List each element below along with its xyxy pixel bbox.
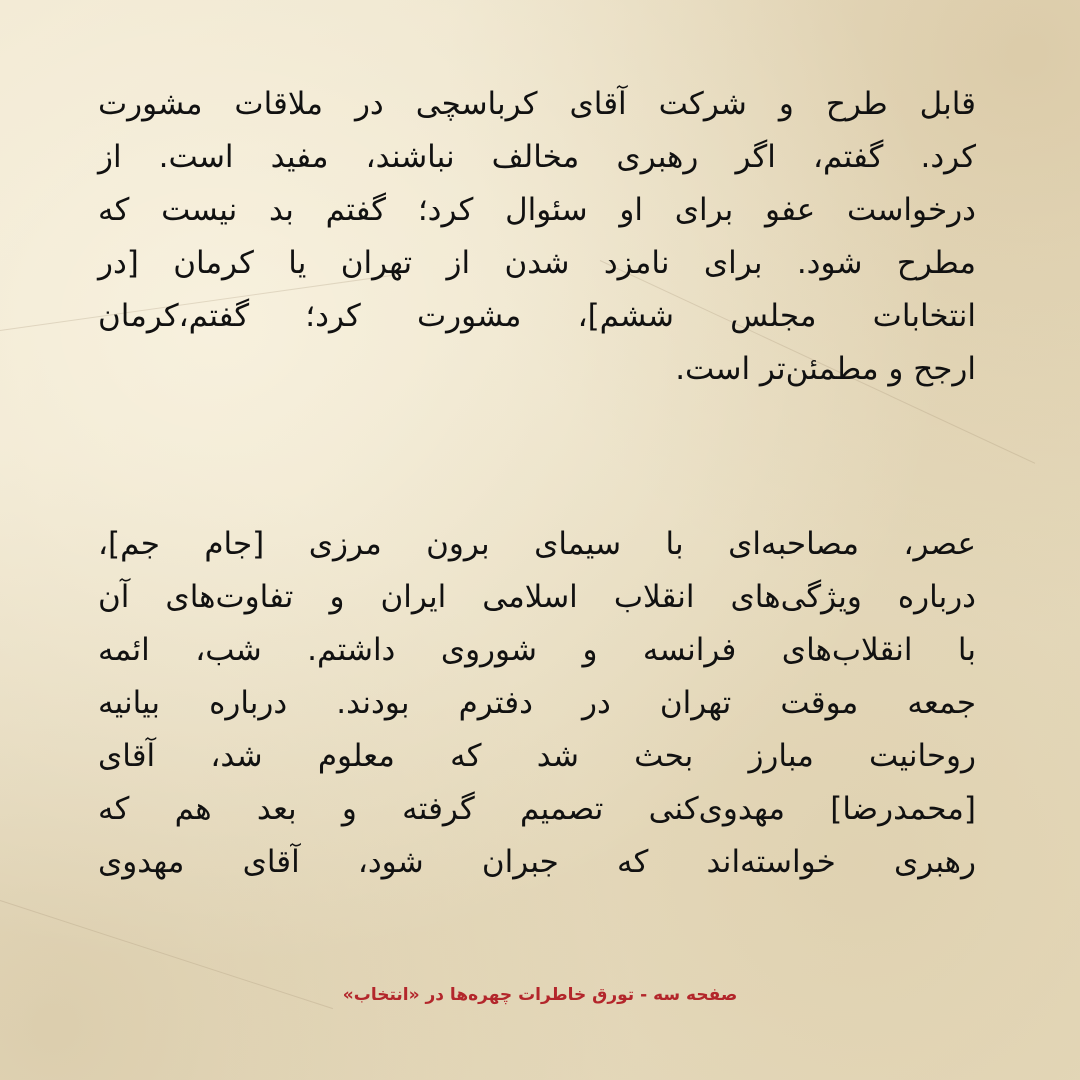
text-line: انتخابات مجلس ششم]، مشورت کرد؛ گفتم،کرمان xyxy=(98,298,976,334)
text-line: درباره ویژگی‌های انقلاب اسلامی ایران و تفاوت‌های آن xyxy=(98,579,976,615)
text-line: عصر، مصاحبه‌ای با سیمای برون مرزی [جام جم]، xyxy=(98,526,976,562)
text-line: درخواست عفو برای او سئوال کرد؛ گفتم بد نیست که xyxy=(98,192,976,228)
text-line: رهبری خواسته‌اند که جبران شود، آقای مهدوی xyxy=(98,844,976,880)
text-line: روحانیت مبارز بحث شد که معلوم شد، آقای xyxy=(98,738,976,774)
text-line: [محمدرضا] مهدوی‌کنی تصمیم گرفته و بعد هم که xyxy=(98,791,976,827)
text-line: با انقلاب‌های فرانسه و شوروی داشتم. شب، ائمه xyxy=(98,632,976,668)
footer-caption: صفحه سه - تورق خاطرات چهره‌ها در «انتخاب» xyxy=(342,985,738,1005)
paragraph-2 xyxy=(98,518,976,889)
text-line: جمعه موقت تهران در دفترم بودند. درباره بیانیه xyxy=(98,685,976,721)
text-line: ارجح و مطمئن‌تر است. xyxy=(675,351,976,387)
text-line: مطرح شود. برای نامزد شدن از تهران یا کرمان [در xyxy=(98,245,976,281)
paragraph-1 xyxy=(98,78,976,396)
text-line: کرد. گفتم، اگر رهبری مخالف نباشند، مفید است. از xyxy=(98,139,976,175)
text-line: قابل طرح و شرکت آقای کرباسچی در ملاقات مشورت xyxy=(98,86,976,122)
